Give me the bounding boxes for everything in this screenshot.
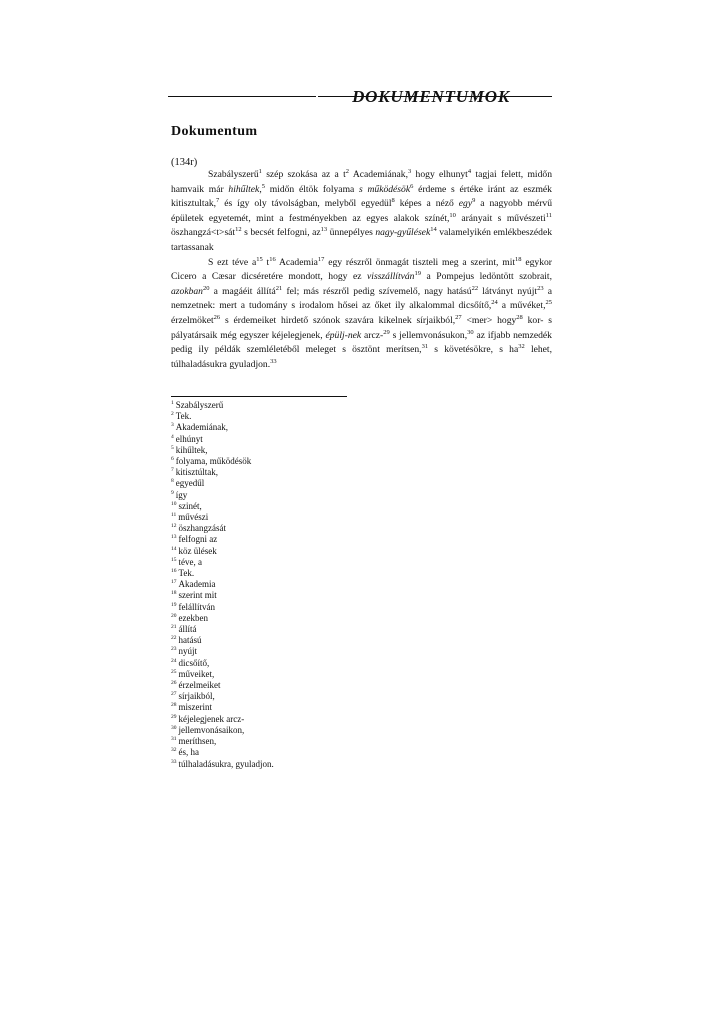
footnote-number: 10 bbox=[171, 500, 177, 507]
footnote bbox=[171, 669, 471, 680]
footnote-number: 8 bbox=[171, 478, 174, 485]
footnote bbox=[171, 646, 471, 657]
footnote-number: 23 bbox=[171, 646, 177, 653]
footnote-text: dicsőítő, bbox=[178, 657, 210, 668]
footnote bbox=[171, 546, 471, 557]
footnote-ref: 30 bbox=[467, 328, 474, 336]
text-run: kor- s pályatársaik még egyszer kéjelegjenek, bbox=[171, 314, 553, 341]
text-run: t bbox=[262, 256, 270, 268]
text-run: arcz- bbox=[361, 329, 384, 341]
footnote bbox=[171, 590, 471, 601]
footnote-number: 3 bbox=[171, 422, 174, 429]
footnote-text: folyama, működésök bbox=[175, 456, 252, 467]
footnote-text: meríthsen, bbox=[178, 736, 217, 747]
text-run: s érdemeiket hirdető szónok szavára kikelnek sírjaikból, bbox=[220, 314, 456, 326]
folio-marker: (134r) bbox=[171, 157, 198, 168]
footnote bbox=[171, 635, 471, 646]
text-run: s követésökre, s ha bbox=[428, 344, 519, 356]
footnote bbox=[171, 512, 471, 523]
text-run: látványt nyújt bbox=[478, 285, 538, 297]
footnote-text: és, ha bbox=[178, 747, 199, 758]
paragraph bbox=[171, 168, 552, 256]
footnote bbox=[171, 400, 471, 411]
footnote-ref: 2 bbox=[345, 167, 350, 175]
footnote-ref: 25 bbox=[545, 299, 552, 307]
text-run: lehet, túlhaladásukra gyuladjon. bbox=[171, 344, 552, 370]
footnote-number: 12 bbox=[171, 523, 177, 530]
footnote-text: ezekben bbox=[178, 612, 208, 623]
footnote bbox=[171, 422, 471, 433]
footnote bbox=[171, 456, 471, 467]
footnote-text: állítá bbox=[178, 624, 197, 635]
footnote bbox=[171, 680, 471, 691]
emphasis-text: s működésök bbox=[359, 183, 411, 195]
footnote-number: 1 bbox=[171, 400, 174, 406]
text-run: valamelyikén emlékbeszédek tartassanak bbox=[171, 227, 552, 253]
footnote-ref: 22 bbox=[471, 284, 479, 292]
footnote-text: miszerint bbox=[178, 702, 212, 713]
footnote-ref: 11 bbox=[545, 211, 552, 219]
footnote bbox=[171, 478, 471, 489]
footnote-text: Tek. bbox=[175, 411, 192, 422]
text-run: egykor Cicero a Cæsar dicséretére mondott, hogy ez bbox=[171, 256, 553, 283]
footnote bbox=[171, 613, 471, 624]
footnote-text: szinét, bbox=[178, 500, 202, 511]
paragraph bbox=[171, 256, 552, 373]
footnote-ref: 5 bbox=[261, 182, 265, 190]
text-run: és így oly távolságban, melyből egyedül bbox=[219, 198, 392, 210]
footnote-ref: 29 bbox=[383, 328, 390, 336]
section-title: Dokumentum bbox=[171, 124, 258, 139]
emphasis-text: hihűltek bbox=[228, 183, 260, 195]
footnote-ref: 19 bbox=[414, 269, 421, 277]
footnote-ref: 6 bbox=[410, 182, 414, 190]
footnote-number: 9 bbox=[171, 489, 174, 496]
footnote-ref: 17 bbox=[317, 255, 325, 263]
footnote-number: 19 bbox=[171, 601, 177, 608]
text-run: Academiának, bbox=[349, 169, 408, 180]
footnote-text: Akademia bbox=[178, 579, 216, 590]
footnote-number: 6 bbox=[171, 456, 174, 463]
footnote-number: 26 bbox=[171, 680, 177, 687]
emphasis-text: azokban bbox=[171, 285, 203, 297]
footnote-number: 25 bbox=[171, 668, 177, 675]
footnote bbox=[171, 759, 471, 770]
footnote-text: művészi bbox=[178, 512, 209, 523]
footnote bbox=[171, 702, 471, 713]
footnote bbox=[171, 624, 471, 635]
text-run: képes a néző bbox=[394, 198, 459, 210]
text-run: <mer> hogy bbox=[461, 314, 517, 326]
footnote-number: 20 bbox=[171, 612, 177, 619]
footnote-number: 21 bbox=[171, 624, 177, 631]
footnote-number: 15 bbox=[171, 556, 177, 563]
footnote-number: 31 bbox=[171, 736, 177, 743]
footnote-ref: 27 bbox=[455, 313, 462, 321]
footnote-ref: 4 bbox=[467, 167, 472, 175]
footnote-text: műveiket, bbox=[178, 668, 215, 679]
footnote-number: 18 bbox=[171, 590, 177, 597]
text-run: Szabályszerű bbox=[208, 169, 259, 180]
footnote-ref: 32 bbox=[518, 342, 525, 350]
footnote-number: 30 bbox=[171, 724, 177, 731]
footnote-text: nyújt bbox=[178, 646, 198, 657]
footnote-text: Tek. bbox=[178, 568, 195, 579]
footnote bbox=[171, 534, 471, 545]
footnote-number: 22 bbox=[171, 635, 177, 642]
footnote-text: érzelmeiket bbox=[178, 680, 221, 691]
footnote-text: jellemvonásaikon, bbox=[178, 724, 245, 735]
footnote-ref: 10 bbox=[449, 211, 456, 219]
emphasis-text: épülj-nek bbox=[325, 329, 362, 341]
footnote bbox=[171, 445, 471, 456]
footnote-ref: 33 bbox=[270, 357, 277, 365]
footnote bbox=[171, 602, 471, 613]
footnote bbox=[171, 467, 471, 478]
footnote-text: kéjelegjenek arcz- bbox=[178, 713, 245, 724]
footnote-number: 14 bbox=[171, 545, 177, 552]
main-text bbox=[171, 168, 552, 372]
text-run: arányait s művészeti bbox=[455, 212, 546, 224]
text-run: a művéket, bbox=[497, 300, 546, 312]
footnote-ref: 23 bbox=[537, 284, 544, 292]
footnote bbox=[171, 411, 471, 422]
text-run: s jellemvonásukon, bbox=[389, 329, 468, 341]
footnote-number: 2 bbox=[171, 411, 174, 418]
footnote-ref: 28 bbox=[516, 313, 523, 321]
footnote bbox=[171, 736, 471, 747]
footnote-number: 11 bbox=[171, 512, 177, 519]
footnote-number: 29 bbox=[171, 713, 177, 720]
text-run: fel; más részről pedig szívemelő, nagy hatású bbox=[282, 285, 472, 297]
footnote bbox=[171, 557, 471, 568]
text-run: a nagyobb mérvű épületek egyetemét, mint a festményekben az egyes alakok színét, bbox=[171, 198, 552, 224]
footnote-number: 27 bbox=[171, 691, 177, 698]
footnote-number: 4 bbox=[171, 433, 174, 440]
text-run: egy részről önmagát tiszteli meg a szerint, mit bbox=[324, 256, 516, 268]
emphasis-text: visszállítván bbox=[367, 271, 415, 283]
footnote-ref: 13 bbox=[320, 226, 328, 234]
footnote-ref: 7 bbox=[216, 197, 220, 204]
footnote-text: hatású bbox=[178, 635, 202, 646]
text-run: a Pompejus ledöntött szobrait, bbox=[420, 271, 552, 283]
footnote-number: 24 bbox=[171, 657, 177, 664]
footnote-text: Szabályszerű bbox=[175, 400, 224, 410]
footnote-text: sírjaikból, bbox=[178, 691, 215, 702]
text-run: érdeme s értéke iránt az eszmék kitisztultak, bbox=[171, 183, 552, 210]
footnote-text: Akademiának, bbox=[175, 422, 228, 433]
footnote-text: téve, a bbox=[178, 556, 202, 567]
footnote bbox=[171, 714, 471, 725]
text-run: Academia bbox=[275, 256, 318, 268]
footnote-ref: 8 bbox=[391, 197, 395, 204]
text-run: a magáéit állítá bbox=[209, 285, 276, 297]
footnote bbox=[171, 434, 471, 445]
emphasis-text: nagy-gyűlések bbox=[375, 227, 431, 239]
footnote-text: elhúnyt bbox=[175, 433, 203, 444]
footnote-number: 7 bbox=[171, 467, 174, 474]
text-run: hogy elhunyt bbox=[411, 169, 468, 180]
emphasis-text: egy bbox=[458, 198, 473, 210]
footnote-text: felfogni az bbox=[178, 534, 218, 545]
footnote bbox=[171, 523, 471, 534]
text-run: ünnepélyes bbox=[327, 227, 376, 239]
text-run: s becsét felfogni, az bbox=[241, 227, 321, 239]
text-run: öszhangzá<t>sát bbox=[171, 227, 236, 239]
footnote-text: felállítván bbox=[178, 601, 215, 612]
footnote bbox=[171, 691, 471, 702]
footnote bbox=[171, 579, 471, 590]
footnote-number: 16 bbox=[171, 568, 177, 575]
footnote-text: túlhaladásukra, gyuladjon. bbox=[178, 758, 274, 769]
footnote-number: 33 bbox=[171, 758, 177, 765]
footnote-ref: 15 bbox=[256, 255, 263, 263]
footnote bbox=[171, 725, 471, 736]
text-run: érzelmöket bbox=[171, 314, 214, 326]
footnote-ref: 14 bbox=[430, 226, 437, 234]
footnote-separator bbox=[171, 396, 347, 397]
text-run: az ifjabb nemzedék pedig ily példák szemléletéből meleget s ösztönt merítsen, bbox=[171, 329, 552, 356]
text-run: a nemzetnek: mert a tudomány s irodalom hősei az őket ily alkalommal dicsőítő, bbox=[171, 285, 552, 312]
footnote-ref: 3 bbox=[407, 167, 412, 175]
footnote-ref: 21 bbox=[275, 284, 283, 292]
footnote-text: szerint mit bbox=[178, 590, 217, 601]
text-run: szép szokása az a t bbox=[261, 169, 346, 180]
footnote-list bbox=[171, 400, 471, 770]
footnote-text: így bbox=[175, 489, 188, 500]
footnote-text: kihűltek, bbox=[175, 444, 208, 455]
text-run: , bbox=[259, 183, 262, 195]
footnote-number: 5 bbox=[171, 444, 174, 451]
footnote-ref: 18 bbox=[515, 255, 522, 263]
footnote bbox=[171, 658, 471, 669]
footnote-number: 13 bbox=[171, 534, 177, 541]
text-run: tagjai felett, midőn hamvaik már bbox=[171, 169, 552, 195]
footnote-ref: 16 bbox=[269, 255, 276, 263]
footnote-ref: 24 bbox=[491, 299, 498, 307]
footnote-text: öszhangzását bbox=[178, 523, 226, 534]
footnote-ref: 31 bbox=[421, 342, 429, 350]
header-rule-left bbox=[168, 96, 316, 97]
footnote-number: 28 bbox=[171, 702, 177, 709]
running-header bbox=[168, 86, 552, 110]
footnote-text: kitisztúltak, bbox=[175, 467, 218, 478]
footnote-ref: 9 bbox=[472, 197, 476, 204]
footnote bbox=[171, 490, 471, 501]
footnote-ref: 20 bbox=[202, 284, 210, 292]
header-title: DOKUMENTUMOK bbox=[352, 87, 510, 106]
footnote-ref: 1 bbox=[258, 167, 262, 175]
footnote-number: 17 bbox=[171, 579, 177, 586]
footnote-ref: 12 bbox=[235, 226, 242, 234]
footnote-text: köz ülések bbox=[178, 545, 217, 556]
text-run: S ezt téve a bbox=[208, 256, 257, 268]
footnote bbox=[171, 501, 471, 512]
footnote bbox=[171, 747, 471, 758]
footnote-number: 32 bbox=[171, 747, 177, 754]
footnote-text: egyedűl bbox=[175, 478, 205, 489]
text-run: midőn éltök folyama bbox=[264, 183, 360, 195]
footnote-ref: 26 bbox=[213, 313, 221, 321]
footnote bbox=[171, 568, 471, 579]
